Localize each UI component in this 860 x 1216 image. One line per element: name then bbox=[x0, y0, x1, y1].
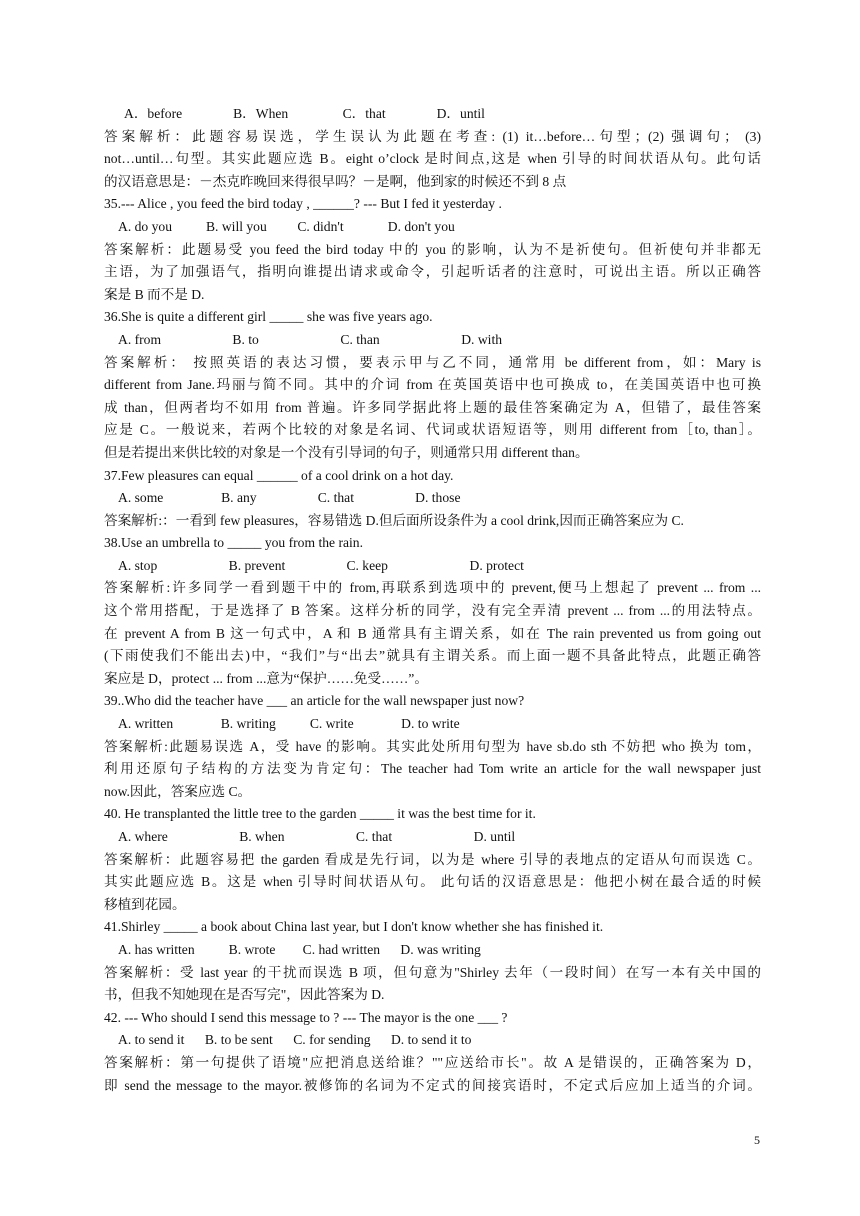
text-line: 答案解析:：一看到 few pleasures，容易错选 D.但后面所设条件为 a cool drink,因而正确答案应为 C. bbox=[104, 512, 684, 528]
document-body bbox=[104, 103, 761, 1097]
text-line: now.因此，答案应选 C。 bbox=[104, 783, 252, 799]
text-line: 答案解析：受 last year 的干扰而误选 B 项，但句意为"Shirley 去年（一段时间）在写一本有关中国的 bbox=[104, 964, 761, 980]
answer-options-line: A．before B．When C．that D．until bbox=[124, 106, 485, 121]
text-line: 36.She is quite a different girl _____ she was five years ago. bbox=[104, 309, 433, 325]
answer-options-line: A. stop B. prevent C. keep D. protect bbox=[118, 557, 524, 573]
text-line: 案是 B 而不是 D. bbox=[104, 286, 205, 302]
text-line: 案应是 D，protect ... from ...意为“保护……免受……”。 bbox=[104, 670, 428, 686]
text-line: 的汉语意思是：－杰克昨晚回来得很早吗？－是啊，他到家的时候还不到 8 点 bbox=[104, 173, 567, 189]
text-line: 37.Few pleasures can equal ______ of a cool drink on a hot day. bbox=[104, 467, 454, 483]
text-line: 成 than，但两者均不如用 from 普遍。许多同学据此将上题的最佳答案确定为 A，但错了，最佳答案 bbox=[104, 399, 761, 415]
text-line: 答案解析：此题容易误选，学生误认为此题在考查: (1) it…before…句型；(2) 强调句； (3) bbox=[104, 128, 761, 144]
text-line: 答案解析:此题易误选 A，受 have 的影响。其实此处所用句型为 have sb.do sth 不妨把 who 换为 tom， bbox=[104, 738, 761, 754]
text-line: 答案解析：第一句提供了语境"应把消息送给谁？""应送给市长"。故 A 是错误的，正确答案为 D， bbox=[104, 1054, 761, 1070]
text-line: 但是若提出来供比较的对象是一个没有引导词的句子，则通常只用 different than。 bbox=[104, 444, 589, 460]
text-line: 答案解析：此题容易把 the garden 看成是先行词，以为是 where 引导的表地点的定语从句而误选 C。 bbox=[104, 851, 761, 867]
text-line: 38.Use an umbrella to _____ you from the rain. bbox=[104, 535, 363, 551]
text-line: 应是 C。一般说来，若两个比较的对象是名词、代词或状语短语等，则用 different from［to, than］。 bbox=[104, 422, 761, 438]
text-line: different from Jane.玛丽与简不同。其中的介词 from 在英国英语中也可换成 to，在美国英语中也可换 bbox=[104, 377, 761, 393]
text-line: 40. He transplanted the little tree to the garden _____ it was the best time for it. bbox=[104, 806, 536, 822]
text-line: 答案解析： 按照英语的表达习惯，要表示甲与乙不同，通常用 be different from，如：Mary is bbox=[104, 354, 761, 370]
answer-options-line: A. to send it B. to be sent C. for sending D. to send it to bbox=[118, 1032, 472, 1048]
answer-options-line: A. where B. when C. that D. until bbox=[118, 829, 516, 844]
text-line: 即 send the message to the mayor.被修饰的名词为不定式的间接宾语时，不定式后应加上适当的介词。 bbox=[104, 1077, 761, 1093]
answer-options-line: A. written B. writing C. write D. to write bbox=[118, 716, 460, 732]
text-line: 移植到花园。 bbox=[104, 896, 186, 912]
text-line: 39..Who did the teacher have ___ an article for the wall newspaper just now? bbox=[104, 693, 525, 709]
answer-options-line: A. has written B. wrote C. had written D. was writing bbox=[118, 941, 481, 957]
text-line: (下雨使我们不能出去)中，“我们”与“出去”就具有主谓关系。而上面一题不具备此特点，此题正确答 bbox=[104, 648, 761, 664]
page-number: 5 bbox=[754, 1133, 760, 1147]
answer-options-line: A. do you B. will you C. didn't D. don't you bbox=[118, 218, 455, 234]
text-line: 这个常用搭配，于是选择了 B 答案。这样分析的同学，没有完全弄清 prevent ... from ...的用法特点。 bbox=[104, 603, 761, 619]
text-line: 答案解析:许多同学一看到题干中的 from,再联系到选项中的 prevent,便马上想起了 prevent ... from ... bbox=[104, 580, 761, 596]
text-line: 答案解析：此题易受 you feed the bird today 中的 you 的影响，认为不是祈使句。但祈使句并非都无 bbox=[104, 241, 761, 257]
text-line: 主语，为了加强语气，指明向谁提出请求或命令，引起听话者的注意时，可说出主语。所以正确答 bbox=[104, 264, 761, 280]
answer-options-line: A. from B. to C. than D. with bbox=[118, 331, 503, 347]
text-line: 在 prevent A from B 这一句式中，A 和 B 通常具有主谓关系，如在 The rain prevented us from going out bbox=[104, 625, 761, 641]
text-line: 利用还原句子结构的方法变为肯定句：The teacher had Tom write an article for the wall newspaper just bbox=[104, 761, 761, 777]
text-line: 书，但我不知她现在是否写完"，因此答案为 D. bbox=[104, 987, 385, 1003]
text-line: not…until…句型。其实此题应选 B。eight o’clock 是时间点,这是 when 引导的时间状语从句。此句话 bbox=[104, 151, 761, 167]
text-line: 其实此题应选 B。这是 when 引导时间状语从句。 此句话的汉语意思是：他把小树在最合适的时候 bbox=[104, 874, 761, 890]
text-line: 41.Shirley _____ a book about China last year, but I don't know whether she has finished it. bbox=[104, 919, 604, 935]
answer-options-line: A. some B. any C. that D. those bbox=[118, 490, 461, 506]
text-line: 35.--- Alice , you feed the bird today , ______? --- But I fed it yesterday . bbox=[104, 196, 502, 212]
text-line: 42. --- Who should I send this message to ? --- The mayor is the one ___ ? bbox=[104, 1009, 508, 1025]
